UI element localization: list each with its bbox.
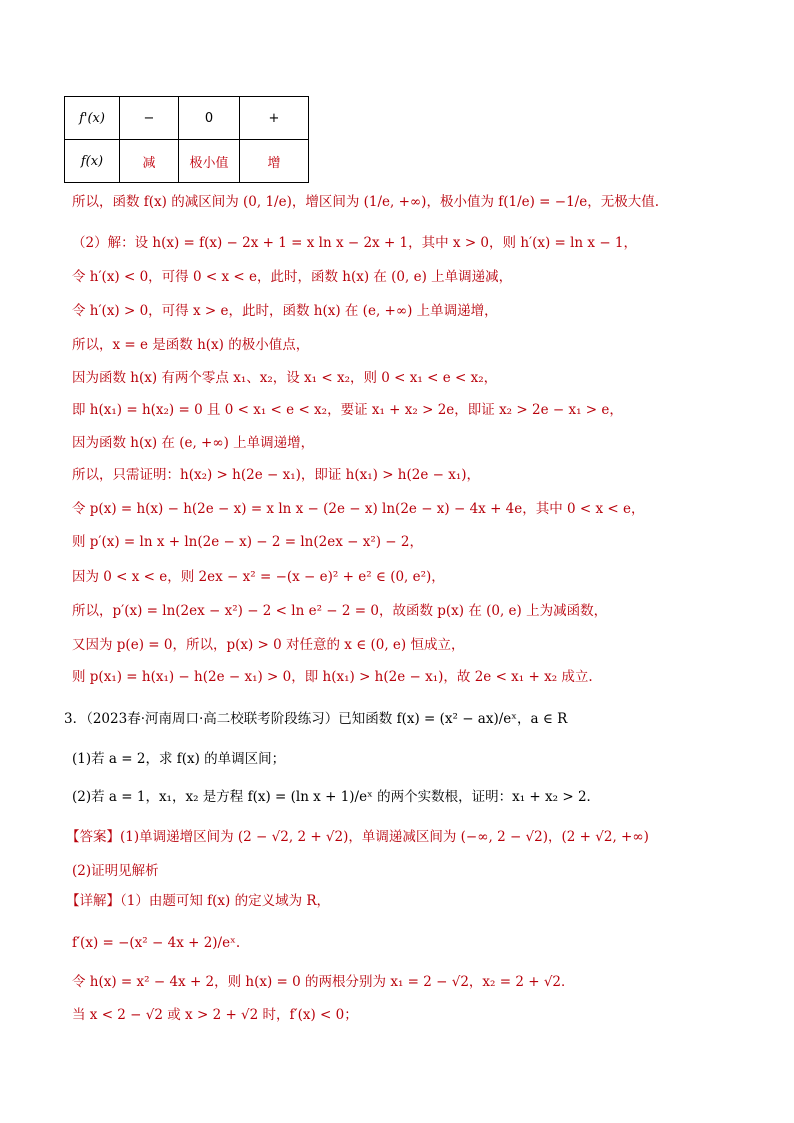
- table-cell: f(x): [65, 140, 120, 183]
- table-cell: +: [240, 97, 309, 140]
- solution-line: 令 h′(x) > 0，可得 x > e，此时，函数 h(x) 在 (e, +∞) 上单调递增，: [72, 303, 498, 319]
- solution-line: 令 p(x) = h(x) − h(2e − x) = x ln x − (2e − x) ln(2e − x) − 4x + 4e，其中 0 < x < e，: [72, 501, 645, 517]
- answer-1: (1)单调递增区间为 (2 − √2, 2 + √2)，单调递减区间为 (−∞, 2 − √2)，(2 + √2, +∞): [120, 829, 649, 845]
- solution-line: 因为 0 < x < e，则 2ex − x² = −(x − e)² + e² ∈ (0, e²)，: [72, 569, 445, 585]
- solution-line: 则 p′(x) = ln x + ln(2e − x) − 2 = ln(2ex − x²) − 2，: [72, 534, 423, 550]
- solution-line: 令 h′(x) < 0，可得 0 < x < e，此时，函数 h(x) 在 (0, e) 上单调递减，: [72, 269, 513, 285]
- detail-line: [66, 892, 330, 910]
- solution-line: 所以，x = e 是函数 h(x) 的极小值点，: [72, 337, 310, 353]
- answer-line: [66, 828, 649, 846]
- solution-line: 又因为 p(e) = 0，所以，p(x) > 0 对任意的 x ∈ (0, e) 恒成立，: [72, 637, 465, 653]
- detail-text: （1）由题可知 f(x) 的定义域为 R，: [120, 893, 331, 909]
- solution-line: 因为函数 h(x) 在 (e, +∞) 上单调递增，: [72, 435, 315, 451]
- detail-line: f′(x) = −(x² − 4x + 2)/eˣ.: [72, 935, 241, 951]
- question-2: (2)若 a = 1，x₁，x₂ 是方程 f(x) = (ln x + 1)/eˣ 的两个实数根，证明：x₁ + x₂ > 2．: [72, 789, 601, 805]
- table-row: [65, 140, 309, 183]
- table-cell: −: [120, 97, 179, 140]
- table-cell: 减: [120, 140, 179, 183]
- detail-line: 令 h(x) = x² − 4x + 2，则 h(x) = 0 的两根分别为 x₁ = 2 − √2，x₂ = 2 + √2．: [72, 974, 575, 990]
- solution-line: 即 h(x₁) = h(x₂) = 0 且 0 < x₁ < e < x₂，要证 x₁ + x₂ > 2e，即证 x₂ > 2e − x₁ > e，: [72, 402, 623, 418]
- table-cell: 增: [240, 140, 309, 183]
- problem-stem: 3．（2023春·河南周口·高二校联考阶段练习）已知函数 f(x) = (x² − ax)/eˣ，a ∈ R: [64, 711, 568, 727]
- solution-line: 所以，只需证明：h(x₂) > h(2e − x₁)，即证 h(x₁) > h(2e − x₁)，: [72, 467, 481, 483]
- solution-line: 因为函数 h(x) 有两个零点 x₁、x₂，设 x₁ < x₂，则 0 < x₁ < e < x₂，: [72, 370, 498, 386]
- answer-2: (2)证明见解析: [72, 863, 159, 879]
- detail-label: 【详解】: [66, 893, 120, 909]
- detail-line: 当 x < 2 − √2 或 x > 2 + √2 时，f′(x) < 0；: [72, 1007, 358, 1023]
- answer-label: 【答案】: [66, 829, 120, 845]
- sign-table: [64, 96, 309, 183]
- solution-line: 则 p(x₁) = h(x₁) − h(2e − x₁) > 0，即 h(x₁) > h(2e − x₁)，故 2e < x₁ + x₂ 成立.: [72, 669, 593, 685]
- solution-line: （2）解：设 h(x) = f(x) − 2x + 1 = x ln x − 2x + 1，其中 x > 0，则 h′(x) = ln x − 1，: [72, 235, 638, 251]
- solution-line: 所以，p′(x) = ln(2ex − x²) − 2 < ln e² − 2 = 0，故函数 p(x) 在 (0, e) 上为减函数，: [72, 603, 608, 619]
- table-row: [65, 97, 309, 140]
- table-cell: f'(x): [65, 97, 120, 140]
- question-1: (1)若 a = 2，求 f(x) 的单调区间；: [72, 751, 286, 767]
- table-cell: 极小值: [179, 140, 240, 183]
- part1-conclusion: 所以，函数 f(x) 的减区间为 (0, 1/e)，增区间为 (1/e, +∞)，极小值为 f(1/e) = −1/e，无极大值.: [72, 194, 660, 210]
- table-cell: 0: [179, 97, 240, 140]
